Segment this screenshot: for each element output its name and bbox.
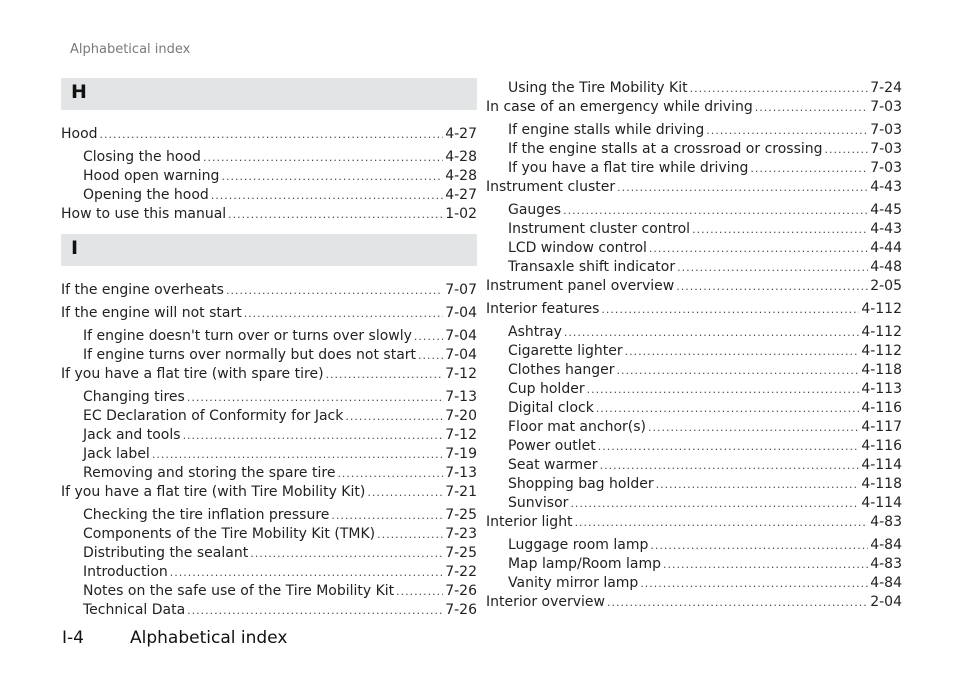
leader-dots — [377, 525, 443, 545]
entry-label: Changing tires — [83, 389, 185, 405]
leader-dots — [692, 220, 868, 240]
entry-page: 7-26 — [445, 583, 477, 599]
entry-label: If you have a flat tire (with Tire Mobility Kit) — [61, 484, 366, 500]
leader-dots — [755, 98, 868, 118]
entry-label: Components of the Tire Mobility Kit (TMK) — [83, 526, 376, 542]
index-entry — [486, 97, 902, 117]
entry-page: 7-04 — [445, 347, 477, 363]
section-letter: I — [71, 237, 79, 259]
entry-page: 4-117 — [861, 419, 902, 435]
leader-dots — [226, 281, 443, 301]
leader-dots — [690, 79, 869, 99]
index-subentry — [508, 379, 902, 399]
leader-dots — [244, 304, 444, 324]
entry-label: Instrument cluster control — [508, 221, 691, 237]
leader-dots — [601, 300, 859, 320]
entry-label: Instrument cluster — [486, 179, 616, 195]
entry-page: 4-114 — [861, 495, 902, 511]
index-subentry — [508, 219, 902, 239]
index-subentry — [508, 200, 902, 220]
entry-page: 2-04 — [870, 594, 902, 610]
index-subentry — [83, 543, 477, 563]
entry-page: 4-44 — [870, 240, 902, 256]
leader-dots — [337, 464, 443, 484]
entry-page: 7-04 — [445, 328, 477, 344]
leader-dots — [706, 121, 868, 141]
leader-dots — [414, 327, 443, 347]
index-subentry — [83, 326, 477, 346]
leader-dots — [575, 513, 869, 533]
entry-label: Hood — [61, 126, 98, 142]
entry-label: Using the Tire Mobility Kit — [508, 80, 688, 96]
entry-page: 7-12 — [445, 366, 477, 382]
leader-dots — [187, 388, 443, 408]
entry-page: 4-43 — [870, 221, 902, 237]
index-subentry — [83, 562, 477, 582]
entry-page: 4-112 — [861, 324, 902, 340]
index-subentry — [83, 345, 477, 365]
entry-label: If you have a flat tire (with spare tire) — [61, 366, 324, 382]
index-subentry — [508, 493, 902, 513]
leader-dots — [677, 258, 868, 278]
index-subentry — [508, 139, 902, 159]
entry-label: Seat warmer — [508, 457, 598, 473]
entry-page: 7-25 — [445, 507, 477, 523]
leader-dots — [625, 342, 860, 362]
entry-page: 4-118 — [861, 362, 902, 378]
entry-label: Instrument panel overview — [486, 278, 675, 294]
entry-page: 7-03 — [870, 141, 902, 157]
leader-dots — [598, 437, 860, 457]
leader-dots — [331, 506, 443, 526]
index-entry — [486, 299, 902, 319]
index-subentry — [508, 436, 902, 456]
entry-label: Floor mat anchor(s) — [508, 419, 646, 435]
leader-dots — [396, 582, 443, 602]
entry-page: 7-03 — [870, 99, 902, 115]
leader-dots — [250, 544, 443, 564]
entry-label: Closing the hood — [83, 149, 201, 165]
index-subentry — [83, 387, 477, 407]
index-subentry — [83, 147, 477, 167]
index-subentry — [508, 360, 902, 380]
leader-dots — [640, 574, 868, 594]
entry-page: 4-27 — [445, 126, 477, 142]
entry-label: How to use this manual — [61, 206, 227, 222]
entry-label: Vanity mirror lamp — [508, 575, 639, 591]
leader-dots — [825, 140, 869, 160]
entry-label: Jack and tools — [83, 427, 181, 443]
entry-label: Shopping bag holder — [508, 476, 654, 492]
index-subentry — [508, 158, 902, 178]
entry-label: Interior light — [486, 514, 573, 530]
index-subentry — [83, 463, 477, 483]
index-subentry — [83, 166, 477, 186]
index-subentry — [508, 322, 902, 342]
entry-label: In case of an emergency while driving — [486, 99, 753, 115]
index-subentry — [83, 406, 477, 426]
entry-label: Map lamp/Room lamp — [508, 556, 662, 572]
footer-title: Alphabetical index — [130, 628, 288, 648]
index-entry — [486, 592, 902, 612]
leader-dots — [187, 601, 443, 621]
index-subentry — [508, 455, 902, 475]
entry-label: Cup holder — [508, 381, 585, 397]
entry-label: Transaxle shift indicator — [508, 259, 676, 275]
leader-dots — [617, 178, 868, 198]
entry-page: 7-19 — [445, 446, 477, 462]
index-subentry — [83, 581, 477, 601]
index-subentry — [83, 425, 477, 445]
entry-label: If you have a flat tire while driving — [508, 160, 749, 176]
leader-dots — [345, 407, 443, 427]
entry-label: Power outlet — [508, 438, 596, 454]
entry-label: Interior features — [486, 301, 600, 317]
index-subentry — [508, 474, 902, 494]
leader-dots — [570, 494, 859, 514]
entry-page: 7-12 — [445, 427, 477, 443]
entry-page: 4-28 — [445, 149, 477, 165]
index-subentry — [508, 78, 902, 98]
index-subentry — [83, 444, 477, 464]
leader-dots — [563, 201, 868, 221]
entry-page: 7-07 — [445, 282, 477, 298]
entry-page: 4-28 — [445, 168, 477, 184]
entry-label: If engine turns over normally but does not start — [83, 347, 417, 363]
leader-dots — [617, 361, 860, 381]
entry-label: Notes on the safe use of the Tire Mobility Kit — [83, 583, 395, 599]
entry-page: 4-83 — [870, 556, 902, 572]
index-entry — [486, 512, 902, 532]
leader-dots — [228, 205, 443, 225]
entry-page: 4-116 — [861, 438, 902, 454]
entry-page: 4-84 — [870, 537, 902, 553]
entry-label: EC Declaration of Conformity for Jack — [83, 408, 344, 424]
index-subentry — [508, 257, 902, 277]
leader-dots — [564, 323, 859, 343]
index-entry — [61, 280, 477, 300]
entry-label: Gauges — [508, 202, 562, 218]
index-entry — [61, 124, 477, 144]
index-subentry — [83, 185, 477, 205]
index-subentry — [508, 341, 902, 361]
entry-page: 7-03 — [870, 160, 902, 176]
entry-label: If the engine overheats — [61, 282, 224, 298]
index-subentry — [508, 535, 902, 555]
index-subentry — [508, 554, 902, 574]
entry-page: 4-48 — [870, 259, 902, 275]
leader-dots — [326, 365, 444, 385]
section-header-i — [61, 234, 477, 266]
index-subentry — [83, 505, 477, 525]
entry-label: Removing and storing the spare tire — [83, 465, 336, 481]
leader-dots — [600, 456, 860, 476]
entry-page: 1-02 — [445, 206, 477, 222]
entry-page: 4-113 — [861, 381, 902, 397]
index-entry — [61, 482, 477, 502]
entry-label: Digital clock — [508, 400, 594, 416]
index-entry — [486, 276, 902, 296]
index-subentry — [508, 398, 902, 418]
entry-page: 4-43 — [870, 179, 902, 195]
entry-label: Luggage room lamp — [508, 537, 649, 553]
entry-label: Distributing the sealant — [83, 545, 249, 561]
entry-page: 7-26 — [445, 602, 477, 618]
entry-page: 4-116 — [861, 400, 902, 416]
entry-page: 7-22 — [445, 564, 477, 580]
leader-dots — [418, 346, 443, 366]
entry-page: 4-114 — [861, 457, 902, 473]
entry-label: LCD window control — [508, 240, 647, 256]
entry-page: 7-25 — [445, 545, 477, 561]
index-subentry — [508, 417, 902, 437]
entry-page: 2-05 — [870, 278, 902, 294]
entry-label: Jack label — [83, 446, 150, 462]
leader-dots — [676, 277, 868, 297]
leader-dots — [152, 445, 443, 465]
entry-label: Hood open warning — [83, 168, 220, 184]
leader-dots — [656, 475, 860, 495]
entry-page: 4-27 — [445, 187, 477, 203]
entry-label: Interior overview — [486, 594, 605, 610]
leader-dots — [100, 125, 444, 145]
index-subentry — [508, 238, 902, 258]
entry-page: 4-112 — [861, 301, 902, 317]
section-letter: H — [71, 81, 87, 103]
entry-page: 7-13 — [445, 389, 477, 405]
index-entry — [61, 303, 477, 323]
leader-dots — [648, 418, 859, 438]
index-entry — [486, 177, 902, 197]
index-subentry — [508, 120, 902, 140]
leader-dots — [750, 159, 868, 179]
entry-label: Cigarette lighter — [508, 343, 623, 359]
entry-page: 7-20 — [445, 408, 477, 424]
entry-page: 7-21 — [445, 484, 477, 500]
entry-page: 7-04 — [445, 305, 477, 321]
leader-dots — [183, 426, 444, 446]
index-subentry — [83, 600, 477, 620]
entry-page: 4-84 — [870, 575, 902, 591]
leader-dots — [203, 148, 443, 168]
entry-page: 4-45 — [870, 202, 902, 218]
leader-dots — [211, 186, 443, 206]
leader-dots — [596, 399, 860, 419]
entry-label: Technical Data — [83, 602, 186, 618]
entry-page: 7-03 — [870, 122, 902, 138]
leader-dots — [221, 167, 443, 187]
entry-page: 4-112 — [861, 343, 902, 359]
entry-page: 7-24 — [870, 80, 902, 96]
leader-dots — [587, 380, 860, 400]
running-header: Alphabetical index — [70, 42, 191, 57]
entry-label: If engine stalls while driving — [508, 122, 705, 138]
entry-label: If the engine will not start — [61, 305, 242, 321]
entry-label: Sunvisor — [508, 495, 569, 511]
index-entry — [61, 204, 477, 224]
leader-dots — [649, 239, 868, 259]
entry-label: If the engine stalls at a crossroad or crossing — [508, 141, 823, 157]
entry-page: 7-23 — [445, 526, 477, 542]
index-entry — [61, 364, 477, 384]
entry-label: If engine doesn't turn over or turns over slowly — [83, 328, 412, 344]
leader-dots — [663, 555, 868, 575]
section-header-h — [61, 78, 477, 110]
leader-dots — [607, 593, 868, 613]
leader-dots — [650, 536, 868, 556]
entry-page: 7-13 — [445, 465, 477, 481]
entry-label: Ashtray — [508, 324, 562, 340]
entry-page: 4-83 — [870, 514, 902, 530]
entry-label: Checking the tire inflation pressure — [83, 507, 330, 523]
entry-label: Introduction — [83, 564, 168, 580]
index-subentry — [83, 524, 477, 544]
leader-dots — [367, 483, 443, 503]
entry-label: Opening the hood — [83, 187, 209, 203]
entry-page: 4-118 — [861, 476, 902, 492]
entry-label: Clothes hanger — [508, 362, 615, 378]
leader-dots — [170, 563, 443, 583]
index-subentry — [508, 573, 902, 593]
page-number: I-4 — [62, 628, 84, 648]
